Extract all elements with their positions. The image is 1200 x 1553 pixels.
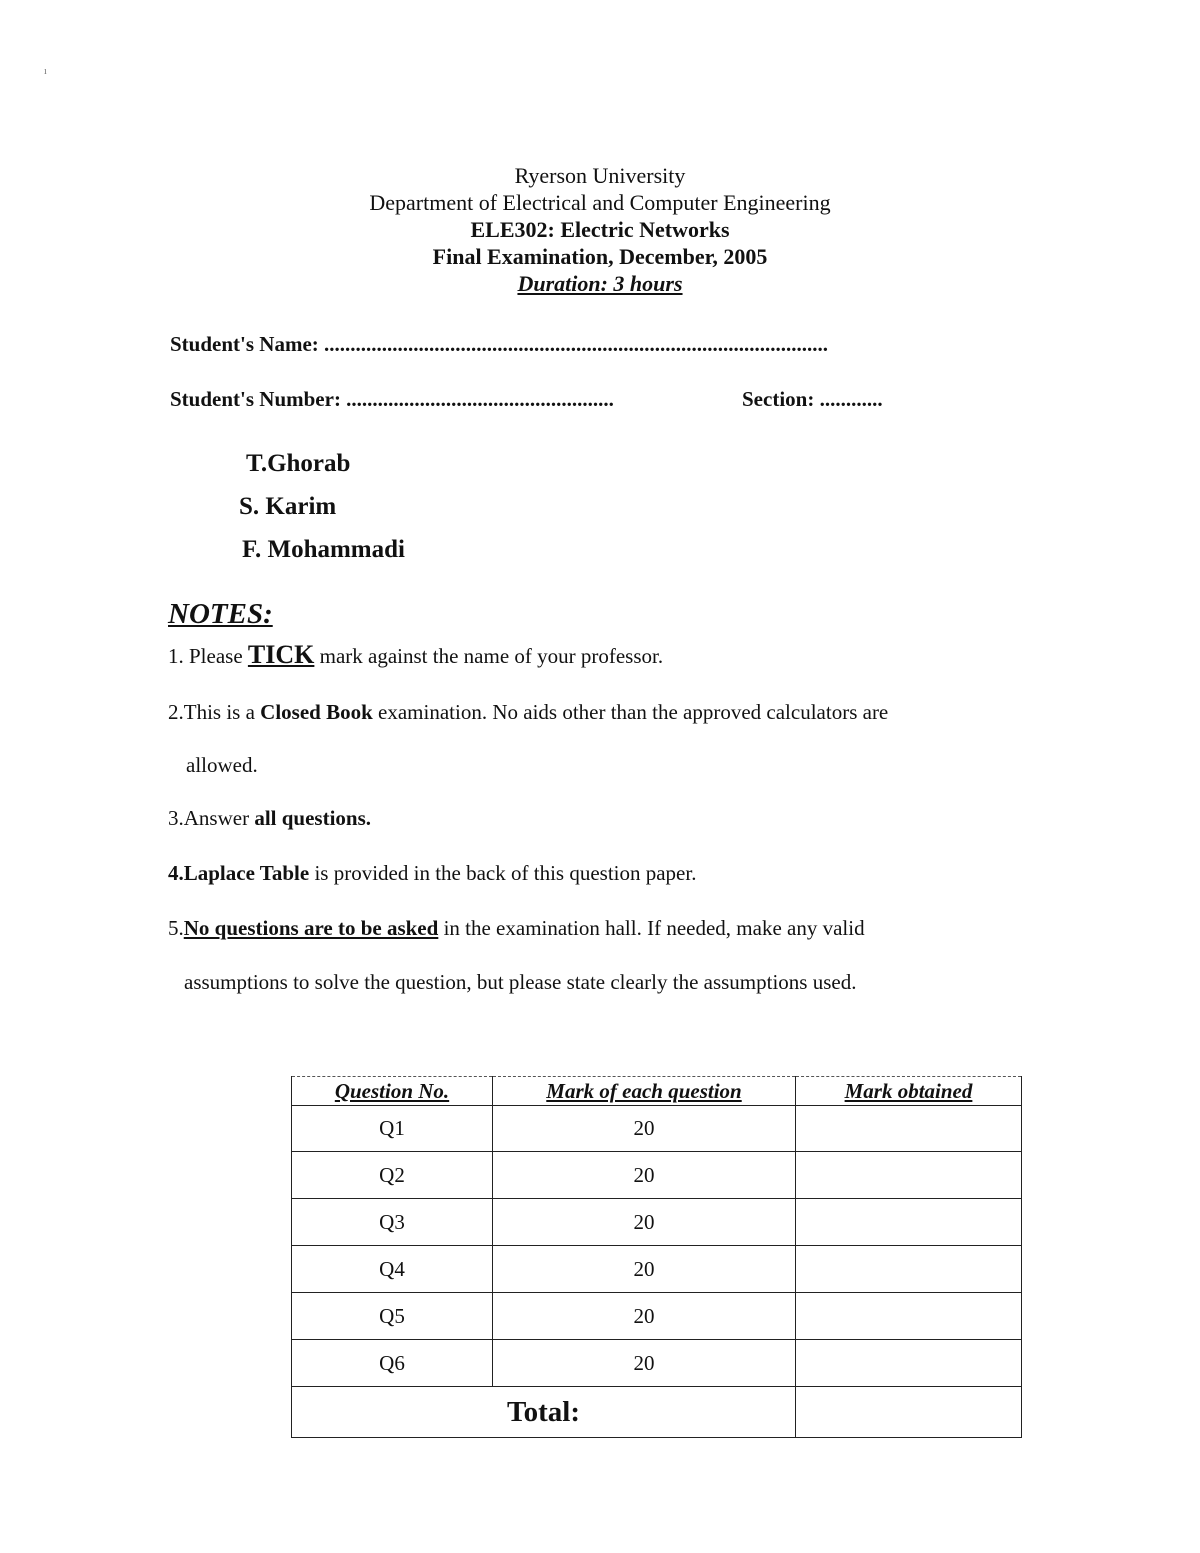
obtained-cell[interactable] [796,1199,1022,1246]
total-label: Total: [506,1395,581,1428]
exam-header [0,162,1200,297]
professor-name: T.Ghorab [246,450,351,477]
mark-cell: 20 [493,1340,796,1387]
question-cell: Q1 [292,1106,493,1152]
header-mark-each: Mark of each question [493,1077,796,1106]
note-2-continued: allowed. [186,753,258,777]
table-row [292,1246,1022,1293]
note-1: 1. Please TICK mark against the name of your professor. [168,640,664,669]
mark-cell: 20 [493,1246,796,1293]
total-obtained-cell[interactable] [796,1387,1022,1438]
question-cell: Q3 [292,1199,493,1246]
header-question-no: Question No. [292,1077,493,1106]
mark-cell: 20 [493,1152,796,1199]
obtained-cell[interactable] [796,1152,1022,1199]
header-mark-obtained: Mark obtained [796,1077,1022,1106]
tick-emphasis: TICK [247,640,315,669]
note-4: 4.Laplace Table is provided in the back of this question paper. [168,861,697,885]
obtained-cell[interactable] [796,1293,1022,1340]
student-name-field: Student's Name: ................................................................................................ [170,332,829,356]
table-row [292,1199,1022,1246]
question-cell: Q2 [292,1152,493,1199]
note-2: 2.This is a Closed Book examination. No aids other than the approved calculators are [168,700,889,724]
mark-cell: 20 [493,1293,796,1340]
table-row [292,1340,1022,1387]
professor-name: F. Mohammadi [242,536,405,563]
section-field: Section: ............ [742,387,883,411]
obtained-cell[interactable] [796,1106,1022,1152]
course-title: ELE302: Electric Networks [470,217,730,242]
note-5-continued: assumptions to solve the question, but please state clearly the assumptions used. [184,970,857,994]
university-name: Ryerson University [514,163,686,188]
question-cell: Q4 [292,1246,493,1293]
question-cell: Q6 [292,1340,493,1387]
total-label-cell [292,1387,796,1438]
professor-name: S. Karim [239,493,337,520]
marks-table [291,1076,1022,1438]
obtained-cell[interactable] [796,1340,1022,1387]
table-row [292,1152,1022,1199]
mark-cell: 20 [493,1199,796,1246]
department-name: Department of Electrical and Computer Engineering [369,190,831,215]
note-3: 3.Answer all questions. [168,806,372,830]
stray-mark: ı [44,66,47,77]
notes-title: NOTES: [168,598,273,630]
exam-duration: Duration: 3 hours [517,271,683,296]
table-row [292,1293,1022,1340]
total-row [292,1387,1022,1438]
exam-title: Final Examination, December, 2005 [432,244,768,269]
student-number-field: Student's Number: ................................................... [170,387,614,411]
obtained-cell[interactable] [796,1246,1022,1293]
table-row [292,1106,1022,1152]
question-cell: Q5 [292,1293,493,1340]
marks-table-header [292,1077,1022,1106]
mark-cell: 20 [493,1106,796,1152]
note-5: 5.No questions are to be asked in the examination hall. If needed, make any valid [168,916,865,940]
